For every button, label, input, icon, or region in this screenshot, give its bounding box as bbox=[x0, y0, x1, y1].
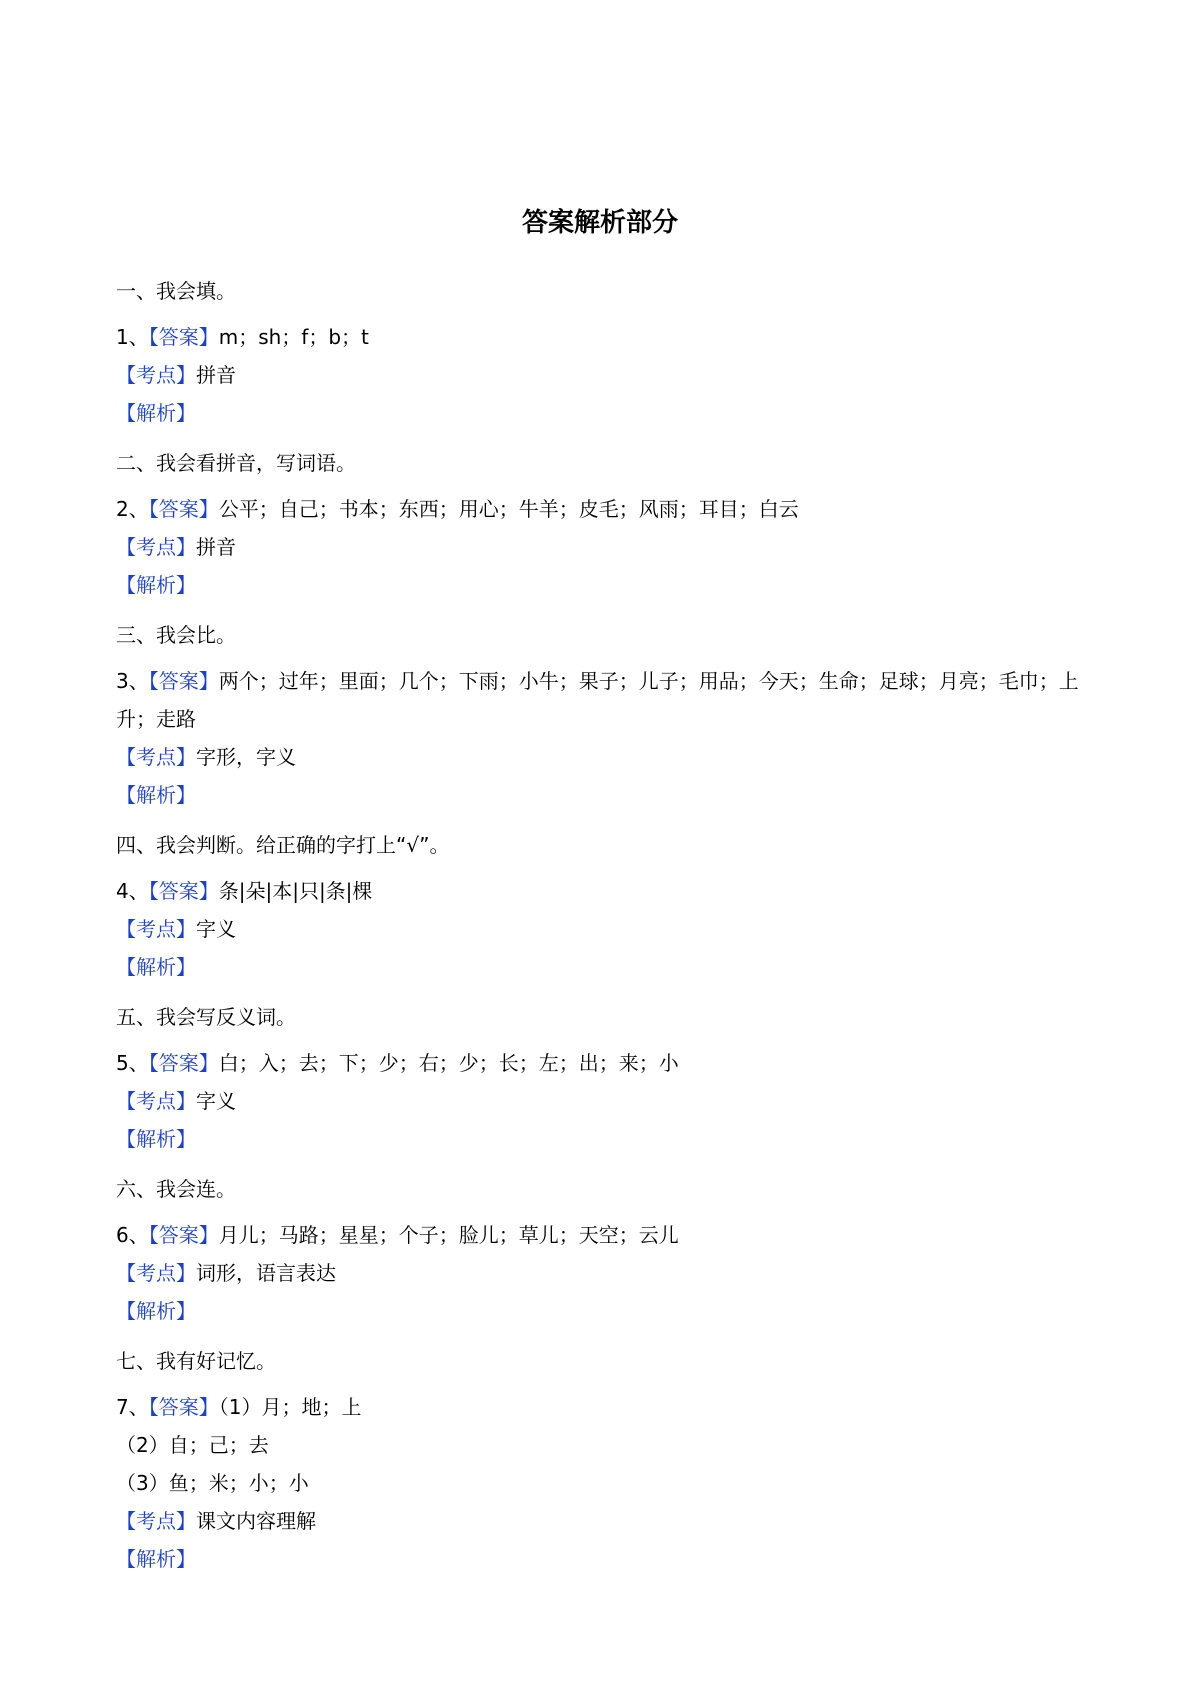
question-number: 4、 bbox=[116, 879, 149, 903]
analysis-label: 【解析】 bbox=[116, 1127, 196, 1151]
answer-line bbox=[116, 1388, 1096, 1426]
answer-line bbox=[116, 318, 1096, 356]
section-heading: 五、我会写反义词。 bbox=[116, 1005, 296, 1029]
section-1 bbox=[116, 272, 1096, 432]
analysis-line bbox=[116, 948, 1096, 986]
analysis-label: 【解析】 bbox=[116, 783, 196, 807]
analysis-label: 【解析】 bbox=[116, 1299, 196, 1323]
section-5 bbox=[116, 998, 1096, 1158]
point-text: 拼音 bbox=[196, 535, 236, 559]
point-label: 【考点】 bbox=[116, 745, 196, 769]
point-text: 拼音 bbox=[196, 363, 236, 387]
point-text: 课文内容理解 bbox=[196, 1509, 316, 1533]
point-text: 字义 bbox=[196, 917, 236, 941]
point-line bbox=[116, 910, 1096, 948]
point-text: 词形，语言表达 bbox=[196, 1261, 336, 1285]
question-number: 1、 bbox=[116, 325, 149, 349]
section-6 bbox=[116, 1170, 1096, 1330]
answer-label: 【答案】 bbox=[148, 1223, 219, 1247]
point-label: 【考点】 bbox=[116, 1509, 196, 1533]
point-label: 【考点】 bbox=[116, 535, 196, 559]
analysis-line bbox=[116, 1120, 1096, 1158]
analysis-line bbox=[116, 1540, 1096, 1578]
analysis-line bbox=[116, 776, 1096, 814]
answer-text: 两个；过年；里面；几个；下雨；小牛；果子；儿子；用品；今天；生命；足球；月亮；毛巾；上升；走路 bbox=[116, 669, 1079, 731]
point-text: 字义 bbox=[196, 1089, 236, 1113]
analysis-line bbox=[116, 1292, 1096, 1330]
point-line bbox=[116, 1502, 1096, 1540]
answer-text: m；sh；f；b；t bbox=[218, 325, 369, 349]
answer-label: 【答案】 bbox=[148, 1395, 219, 1419]
question-number: 3、 bbox=[116, 669, 149, 693]
answer-text: 白；入；去；下；少；右；少；长；左；出；来；小 bbox=[218, 1051, 679, 1075]
answer-label: 【答案】 bbox=[148, 879, 219, 903]
answer-label: 【答案】 bbox=[148, 325, 219, 349]
point-label: 【考点】 bbox=[116, 1261, 196, 1285]
section-3 bbox=[116, 616, 1096, 814]
answer-text: （1）月；地；上 bbox=[218, 1395, 362, 1419]
answer-label: 【答案】 bbox=[148, 669, 219, 693]
point-line bbox=[116, 1082, 1096, 1120]
section-heading: 四、我会判断。给正确的字打上“√”。 bbox=[116, 833, 450, 857]
answer-label: 【答案】 bbox=[148, 1051, 219, 1075]
question-number: 2、 bbox=[116, 497, 149, 521]
analysis-label: 【解析】 bbox=[116, 573, 196, 597]
answer-label: 【答案】 bbox=[148, 497, 219, 521]
section-4 bbox=[116, 826, 1096, 986]
point-line bbox=[116, 1254, 1096, 1292]
answer-line bbox=[116, 662, 1096, 738]
answer-line bbox=[116, 490, 1096, 528]
analysis-label: 【解析】 bbox=[116, 955, 196, 979]
section-7 bbox=[116, 1342, 1096, 1578]
point-line bbox=[116, 738, 1096, 776]
answer-line bbox=[116, 872, 1096, 910]
section-2 bbox=[116, 444, 1096, 604]
question-number: 6、 bbox=[116, 1223, 149, 1247]
answer-subline: （2）自；己；去 bbox=[116, 1433, 269, 1457]
point-label: 【考点】 bbox=[116, 1089, 196, 1113]
answer-line bbox=[116, 1216, 1096, 1254]
analysis-line bbox=[116, 394, 1096, 432]
point-label: 【考点】 bbox=[116, 917, 196, 941]
analysis-label: 【解析】 bbox=[116, 401, 196, 425]
section-heading: 七、我有好记忆。 bbox=[116, 1349, 276, 1373]
analysis-label: 【解析】 bbox=[116, 1547, 196, 1571]
answer-text: 月儿；马路；星星；个子；脸儿；草儿；天空；云儿 bbox=[218, 1223, 679, 1247]
section-heading: 二、我会看拼音，写词语。 bbox=[116, 451, 356, 475]
answer-content bbox=[116, 272, 1096, 1590]
question-number: 5、 bbox=[116, 1051, 149, 1075]
answer-text: 公平；自己；书本；东西；用心；牛羊；皮毛；风雨；耳目；白云 bbox=[218, 497, 799, 521]
question-number: 7、 bbox=[116, 1395, 149, 1419]
answer-subline: （3）鱼；米；小；小 bbox=[116, 1471, 309, 1495]
answer-line bbox=[116, 1044, 1096, 1082]
analysis-line bbox=[116, 566, 1096, 604]
section-heading: 一、我会填。 bbox=[116, 279, 236, 303]
section-heading: 六、我会连。 bbox=[116, 1177, 236, 1201]
section-heading: 三、我会比。 bbox=[116, 623, 236, 647]
answer-text: 条|朵|本|只|条|棵 bbox=[218, 879, 373, 903]
point-label: 【考点】 bbox=[116, 363, 196, 387]
page-title: 答案解析部分 bbox=[521, 208, 678, 238]
point-line bbox=[116, 356, 1096, 394]
point-text: 字形，字义 bbox=[196, 745, 296, 769]
point-line bbox=[116, 528, 1096, 566]
